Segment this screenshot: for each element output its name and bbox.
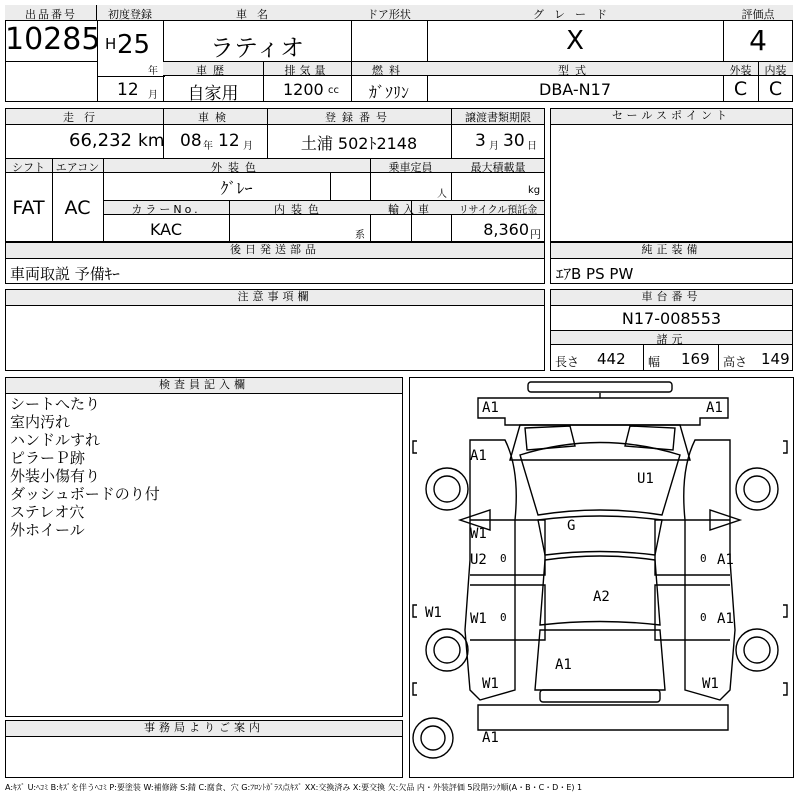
insp-month-unit: 月 xyxy=(243,141,253,152)
month: 12 xyxy=(117,80,139,100)
capacity-unit: 人 xyxy=(437,189,447,200)
first-reg-label: 初度登録 xyxy=(108,8,152,21)
insp-year-unit: 年 xyxy=(203,141,213,152)
month-unit: 月 xyxy=(148,90,158,101)
inspector-label: 検査員記入欄 xyxy=(6,378,402,394)
note-line: ダッシュボードのり付 xyxy=(10,485,160,503)
ac-label: エアコン xyxy=(55,161,100,174)
mileage-label: 走行 xyxy=(63,111,105,124)
mileage-unit: km xyxy=(138,131,165,151)
damage-mark: U2 xyxy=(470,552,487,568)
length: 442 xyxy=(597,350,626,368)
transfer-day-unit: 日 xyxy=(527,141,537,152)
model: DBA-N17 xyxy=(539,80,611,99)
note-line: 室内汚れ xyxy=(10,413,71,431)
reg-no: 土浦 502ﾄ2148 xyxy=(300,134,418,153)
car-diagram xyxy=(409,377,794,778)
exterior: C xyxy=(733,78,748,100)
grade-label: グレード xyxy=(533,8,617,21)
max-load-label: 最大積載量 xyxy=(470,161,526,174)
small-mark: 0 xyxy=(500,611,507,624)
car-name-label: 車名 xyxy=(236,8,278,21)
interior: C xyxy=(768,78,783,100)
small-mark: 0 xyxy=(700,552,707,565)
damage-mark: A1 xyxy=(470,448,487,464)
damage-mark: W1 xyxy=(470,526,487,542)
color-no: KAC xyxy=(149,220,183,239)
sales-point-label: セールスポイント xyxy=(551,109,792,125)
recycle-unit: 円 xyxy=(530,228,541,241)
year-unit: 年 xyxy=(148,66,158,77)
door-label: ドア形状 xyxy=(367,8,411,21)
caution-label: 注意事項欄 xyxy=(6,290,544,306)
small-mark: 0 xyxy=(700,611,707,624)
recycle: 8,360 xyxy=(483,220,529,239)
equipment-text: ｴｱB PS PW xyxy=(556,265,634,283)
width-label: 幅 xyxy=(648,355,661,369)
length-label: 長さ xyxy=(555,355,580,369)
year: 25 xyxy=(117,30,151,60)
office-label: 事務局よりご案内 xyxy=(6,721,402,737)
inspection-label: 車検 xyxy=(198,111,232,124)
transfer-label: 譲渡書類期限 xyxy=(465,111,531,124)
displacement-unit: cc xyxy=(328,85,339,96)
car-name: ラティオ xyxy=(209,34,305,62)
damage-mark: W1 xyxy=(702,676,719,692)
displacement: 1200 xyxy=(283,80,324,99)
ac: AC xyxy=(64,197,91,219)
later-parts-label: 後日発送部品 xyxy=(6,243,544,259)
lot-no-label: 出品番号 xyxy=(25,8,77,21)
shift: FAT xyxy=(12,197,45,219)
damage-mark: A1 xyxy=(482,730,499,746)
displacement-label: 排気量 xyxy=(284,64,330,77)
sales-point-box xyxy=(550,108,793,242)
grade: X xyxy=(566,26,584,56)
fuel-label: 燃料 xyxy=(372,64,406,77)
note-line: ピラーＰ跡 xyxy=(10,449,86,467)
transfer-month-unit: 月 xyxy=(489,141,499,152)
damage-mark: W1 xyxy=(482,676,499,692)
note-line: シートへたり xyxy=(10,395,101,413)
damage-mark: W1 xyxy=(425,605,442,621)
history: 自家用 xyxy=(187,84,239,104)
ext-color-label: 外装色 xyxy=(211,161,262,174)
era: H xyxy=(105,35,117,53)
lot-no: 10285 xyxy=(5,22,101,57)
transfer-month: 3 xyxy=(475,131,486,151)
chassis-label: 車台番号 xyxy=(551,290,792,306)
height: 149 xyxy=(761,350,790,368)
damage-mark: A1 xyxy=(482,400,499,416)
width: 169 xyxy=(681,350,710,368)
recycle-label: リサイクル預託金 xyxy=(458,205,538,216)
fuel: ｶﾞｿﾘﾝ xyxy=(368,83,409,102)
ext-color: ｸﾞﾚｰ xyxy=(220,179,253,198)
note-line: 外装小傷有り xyxy=(10,467,101,485)
later-parts-text: 車両取説 予備ｷｰ xyxy=(10,265,120,283)
inspector-notes xyxy=(10,395,160,539)
damage-mark: G xyxy=(567,518,576,534)
height-label: 高さ xyxy=(723,355,748,369)
history-label: 車歴 xyxy=(196,64,230,77)
note-line: ハンドルすれ xyxy=(10,431,101,449)
max-load-unit: kg xyxy=(528,185,541,196)
score: 4 xyxy=(749,24,767,57)
damage-mark: A1 xyxy=(706,400,723,416)
insp-month: 12 xyxy=(218,131,240,151)
mileage: 66,232 xyxy=(69,130,132,151)
note-line: ステレオ穴 xyxy=(10,503,85,521)
insp-year: 08 xyxy=(180,131,202,151)
small-mark: 0 xyxy=(500,552,507,565)
dimensions-label: 諸元 xyxy=(656,333,687,346)
import-label: 輸入車 xyxy=(388,203,433,216)
int-color-label: 内装色 xyxy=(274,203,325,216)
chassis-no: N17-008553 xyxy=(621,309,722,328)
damage-mark: A1 xyxy=(555,657,572,673)
color-no-label: カラーNo. xyxy=(131,203,201,216)
transfer-day: 30 xyxy=(503,131,525,151)
exterior-label: 外装 xyxy=(729,64,752,77)
damage-mark: U1 xyxy=(637,471,654,487)
damage-mark: A2 xyxy=(593,589,610,605)
damage-mark: W1 xyxy=(470,611,487,627)
legend: A:ｷｽﾞ U:ﾍｺﾐ B:ｷｽﾞを伴うﾍｺﾐ P:要塗装 W:補修跡 S:錆 C:腐食、穴 G:ﾌﾛﾝﾄｶﾞﾗｽ点ｷｽﾞ XX:交換済み X:要交換 欠:欠品 内・外装評価 5段階ﾗﾝｸ順(A・B・C・D・E) 1 xyxy=(5,783,583,792)
capacity-label: 乗車定員 xyxy=(388,161,433,174)
interior-label: 内装 xyxy=(764,64,787,77)
damage-mark: A1 xyxy=(717,552,734,568)
model-label: 型式 xyxy=(558,64,592,77)
shift-label: シフト xyxy=(12,161,45,174)
int-color-unit: 系 xyxy=(355,230,365,241)
note-line: 外ホイール xyxy=(10,521,85,539)
score-label: 評価点 xyxy=(741,8,775,21)
equipment-label: 純正装備 xyxy=(551,243,792,259)
damage-mark: A1 xyxy=(717,611,734,627)
reg-no-label: 登録番号 xyxy=(325,111,393,124)
